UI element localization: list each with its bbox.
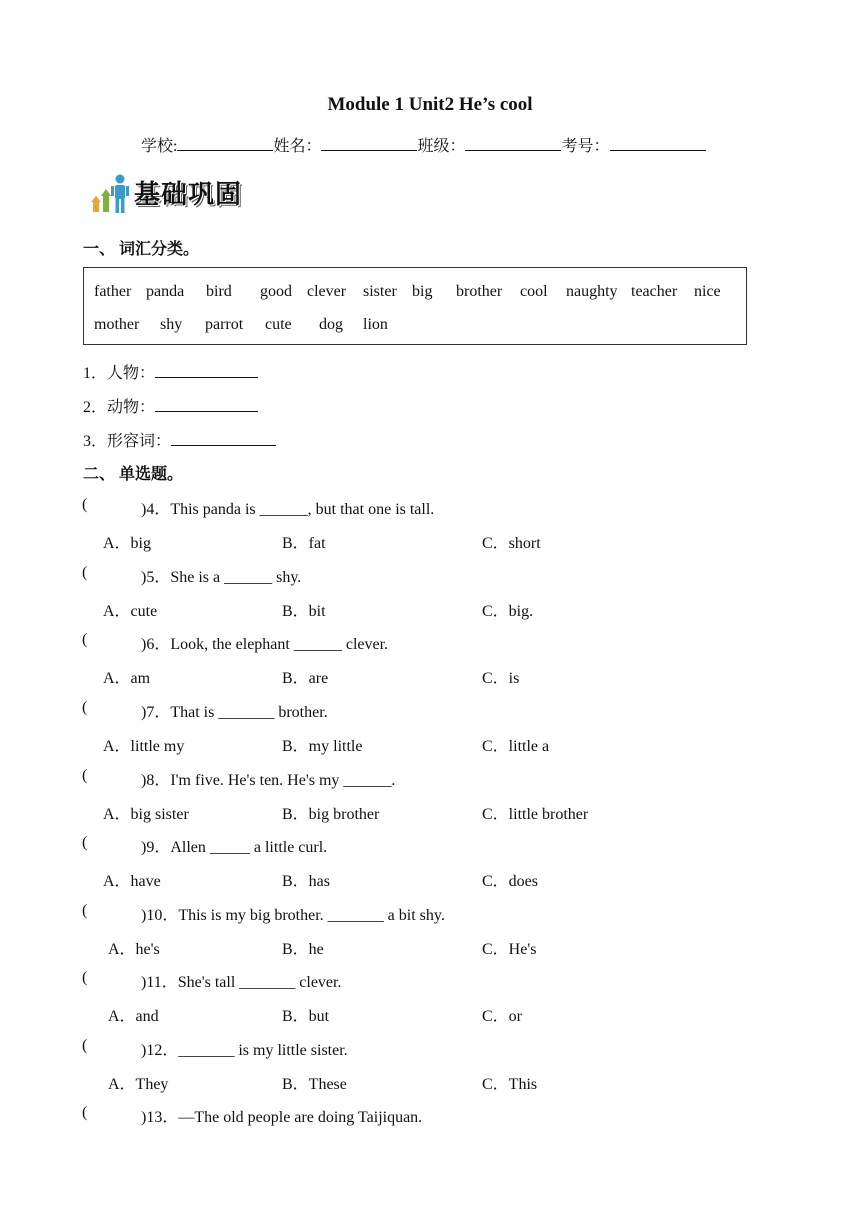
word: good bbox=[260, 283, 292, 300]
question-paren[interactable]: ( bbox=[82, 496, 88, 513]
option-c[interactable]: C．little a bbox=[482, 738, 550, 755]
option-c[interactable]: C．little brother bbox=[482, 806, 589, 823]
word: father bbox=[94, 283, 132, 300]
question-paren[interactable]: ( bbox=[82, 699, 88, 716]
question-paren[interactable]: ( bbox=[82, 1037, 88, 1054]
option-c[interactable]: C．short bbox=[482, 535, 541, 552]
option-b[interactable]: B．but bbox=[282, 1008, 330, 1025]
word: dog bbox=[319, 316, 343, 333]
word: naughty bbox=[566, 283, 618, 300]
word: cute bbox=[265, 316, 292, 333]
page-title: Module 1 Unit2 He’s cool bbox=[327, 94, 533, 115]
category-item bbox=[83, 360, 258, 383]
option-a[interactable]: A．They bbox=[108, 1076, 169, 1093]
question-text: )5．She is a ______ shy. bbox=[141, 569, 302, 586]
answer-blank[interactable] bbox=[171, 431, 276, 446]
option-a[interactable]: A．have bbox=[103, 873, 161, 890]
word: nice bbox=[694, 283, 721, 300]
option-a[interactable]: A．am bbox=[103, 670, 151, 687]
option-c[interactable]: C．big. bbox=[482, 603, 534, 620]
question-paren[interactable]: ( bbox=[82, 1104, 88, 1121]
option-a[interactable]: A．little my bbox=[103, 738, 185, 755]
number-blank[interactable] bbox=[610, 136, 706, 151]
question-paren[interactable]: ( bbox=[82, 902, 88, 919]
option-a[interactable]: A．big sister bbox=[103, 806, 189, 823]
question-text: )6．Look, the elephant ______ clever. bbox=[141, 636, 389, 653]
question-text: )13．—The old people are doing Taijiquan. bbox=[141, 1109, 423, 1126]
question-text: )4．This panda is ______, but that one is tall. bbox=[141, 501, 435, 518]
category-item bbox=[83, 428, 276, 451]
answer-blank[interactable] bbox=[155, 397, 258, 412]
word: bird bbox=[206, 283, 232, 300]
word: shy bbox=[160, 316, 183, 333]
option-c[interactable]: C．does bbox=[482, 873, 539, 890]
question-text: )12．_______ is my little sister. bbox=[141, 1042, 348, 1059]
word: mother bbox=[94, 316, 140, 333]
word-box bbox=[83, 267, 747, 345]
option-b[interactable]: B．my little bbox=[282, 738, 363, 755]
category-item bbox=[83, 394, 258, 417]
option-a[interactable]: A．and bbox=[108, 1008, 159, 1025]
category-label: 2．动物： bbox=[83, 399, 156, 416]
question-text: )9．Allen _____ a little curl. bbox=[141, 839, 328, 856]
question-paren[interactable]: ( bbox=[82, 969, 88, 986]
school-label: 学校: bbox=[141, 138, 178, 155]
word: big bbox=[412, 283, 433, 300]
word: clever bbox=[307, 283, 347, 300]
badge-title: 基础巩固 bbox=[134, 180, 243, 210]
option-b[interactable]: B．he bbox=[282, 941, 324, 958]
school-blank[interactable] bbox=[177, 136, 273, 151]
question-text: )11．She's tall _______ clever. bbox=[141, 974, 342, 991]
class-blank[interactable] bbox=[465, 136, 561, 151]
category-label: 1．人物： bbox=[83, 365, 156, 382]
option-b[interactable]: B．fat bbox=[282, 535, 326, 552]
option-b[interactable]: B．These bbox=[282, 1076, 347, 1093]
option-a[interactable]: A．he's bbox=[108, 941, 160, 958]
option-a[interactable]: A．big bbox=[103, 535, 152, 552]
option-b[interactable]: B．has bbox=[282, 873, 331, 890]
question-paren[interactable]: ( bbox=[82, 834, 88, 851]
option-b[interactable]: B．are bbox=[282, 670, 329, 687]
section-badge bbox=[90, 172, 262, 216]
name-blank[interactable] bbox=[321, 136, 417, 151]
question-text: )7．That is _______ brother. bbox=[141, 704, 328, 721]
section1-heading: 一、 词汇分类。 bbox=[83, 241, 200, 258]
person-growth-icon bbox=[90, 172, 134, 216]
option-c[interactable]: C．or bbox=[482, 1008, 523, 1025]
word: cool bbox=[520, 283, 548, 300]
section2-heading: 二、 单选题。 bbox=[83, 466, 184, 483]
word: teacher bbox=[631, 283, 678, 300]
name-label: 姓名： bbox=[273, 138, 322, 155]
student-info-line bbox=[141, 133, 706, 156]
category-label: 3．形容词： bbox=[83, 433, 172, 450]
option-c[interactable]: C．This bbox=[482, 1076, 538, 1093]
question-paren[interactable]: ( bbox=[82, 564, 88, 581]
option-c[interactable]: C．is bbox=[482, 670, 520, 687]
answer-blank[interactable] bbox=[155, 363, 258, 378]
word: sister bbox=[363, 283, 397, 300]
class-label: 班级： bbox=[417, 138, 466, 155]
number-label: 考号： bbox=[561, 138, 610, 155]
option-c[interactable]: C．He's bbox=[482, 941, 537, 958]
question-paren[interactable]: ( bbox=[82, 767, 88, 784]
word: parrot bbox=[205, 316, 244, 333]
word: brother bbox=[456, 283, 503, 300]
option-b[interactable]: B．bit bbox=[282, 603, 326, 620]
question-text: )8．I'm five. He's ten. He's my ______. bbox=[141, 772, 396, 789]
question-paren[interactable]: ( bbox=[82, 631, 88, 648]
word: panda bbox=[146, 283, 185, 300]
option-a[interactable]: A．cute bbox=[103, 603, 158, 620]
question-text: )10．This is my big brother. _______ a bit shy. bbox=[141, 907, 445, 924]
word: lion bbox=[363, 316, 388, 333]
option-b[interactable]: B．big brother bbox=[282, 806, 380, 823]
